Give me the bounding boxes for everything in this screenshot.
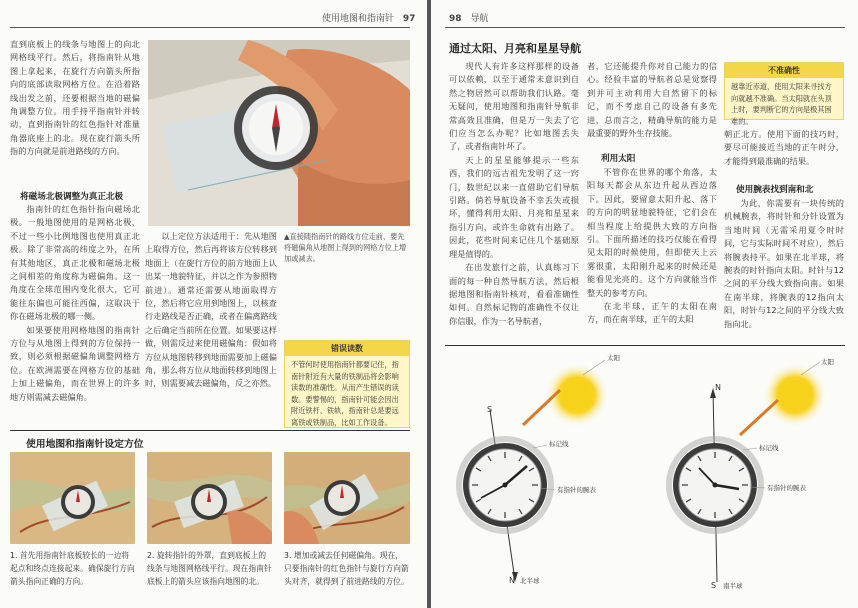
celestial-navigation-title: 通过太阳、月亮和星星导航 [449,42,581,55]
section-rule-top [10,430,410,431]
step-1-caption: 1. 首先用指南针底板较长的一边将起点和终点连接起来。确保旋行方向箭头指向正确的方向。 [10,551,135,586]
subhead-watch: 使用腕表找到南和北 [736,185,814,195]
sun-label-left: 太阳 [607,354,620,362]
compass-hand-photo [148,40,410,226]
left-intro-text: 直到底板上的线条与地图上的向北网格线平行。然后，将指南针从地图上拿起来，在旋行方向箭头所指向的底部读取网格方位。在沿着路线出发之前，还要根据当地的磁偏角调整方位。用手持平指南针并转动，直到指南针的红色指针对准量角器底座上的北。现在旋行箭头所指的方向就是前进路线的方向。 [10,39,140,157]
error-box-body: 不管何时使用指南针都要记住，指南针附近有大量的铁制品将会影响读数的准确性。从而产生错误的读数。要警惕的，指南针可能会因出附近铁杆、铁轨，指南针总是要远离铁或铁制品，比如工作设备。 [291,360,399,427]
north-marker-left: N [509,576,515,585]
sun-label-right: 太阳 [821,358,834,366]
left-header-rule [10,27,410,28]
step-2-caption: 2. 旋转指针的外罩，直到底板上的线条与地图网格线平行。现在指南针底板上的箭头应该指向地图的北。 [147,551,272,586]
inaccuracy-box-title: 不准确性 [725,63,843,78]
bisector-label-right: 标记线 [759,444,779,452]
step-3-photo [284,452,410,544]
right-col3-text-b: 为此，你需要有一块传统的机械腕表，将时针和分针设置为当地时间（无需采用夏令时时间，它与实际时间不对应），然后将腕表持平。如果在北半球，将腕表的时针指向太阳。时针与12之间的平分线大致指向南。如果在南半球，将腕表的12指向太阳，时针与12之间的平分线大致指向北。 [724,198,844,329]
error-reading-box [284,340,410,428]
photo-caption: ▲直接随指南针的路线方位走前，要先将磁偏角从地图上得到的网格方位上增加或减去。 [284,232,407,263]
bisector-label-left: 标记线 [549,440,569,448]
northern-hemisphere-label: 北半球 [520,577,540,585]
south-marker-right: S [711,581,717,590]
watch-label-left: 有指针的腕表 [557,486,596,494]
subhead-using-sun: 利用太阳 [601,154,636,164]
right-col3-text: 朝正北方。使用下面的技巧时，要尽可能接近当地的正午时分，才能得到最准确的结果。 [724,129,844,166]
south-marker-left: S [487,405,493,414]
southern-hemisphere-diagram [655,350,855,605]
error-box-title: 错误读数 [285,341,409,356]
right-header [449,11,488,24]
step-1-photo [10,452,135,544]
step-2-photo [147,452,272,544]
left-col2-text: 以上定位方法适用于：先从地图上取得方位，然后再将该方位转移到地面上（在旋行方位的前方地面上认出某一地貌特征，并以之作为参照物前进）。通常还需要从地面取得方位，然后将它应用到地图上，以核查行走路线是否正确，或者在偏离路线之后确定当前所在位置。如果要这样做，则需反过来使用磁偏角：假如将方位从地图转移到地面需要加上磁偏角，那么将方位从地面转移到地图上时，则需要减去磁偏角，反之亦然。 [145,231,277,389]
right-header-rule [445,27,845,28]
southern-hemisphere-label: 南半球 [723,582,743,590]
right-header-title: 导航 [470,14,489,24]
right-page-number: 98 [449,14,462,24]
left-col1-text: 指南针的红色指针指向磁场北极。一般地图使用的是网格北极，不过一些小比例地图也使用真正北极。除了非常高的纬度之外，在所有其他地区，真正北极和磁场北极之间相差的角度称为磁偏角。这一角度在全球范围内变化很大，它可能往东偏也可能往西偏，这取决于你在磁场北极的哪一侧。 如果要使用网格地图的指南针方位与从地图上得到的方位保持一致，则必须根据磁偏角调整网格方位。在欧洲需要在网格方位的基础上加上磁偏角，而在世界上的许多地方则需减去磁偏角。 [10,204,140,402]
northern-hemisphere-diagram [445,350,645,605]
right-col2-text: 者，它还能提升你对自己能力的信心。经验丰富的导航者总是觉察得到并可主动利用大自然留下的标记，而不考虑自己的设备有多先进，总而言之，精确导航的能力是最重要的野外生存技能。 [587,61,717,139]
map-compass-section-title: 使用地图和指南针设定方位 [26,439,144,450]
inaccuracy-box [724,62,844,126]
inaccuracy-box-body: 越靠近赤道，使用太阳来寻找方向就越不准确。当太阳就在头顶上时，要判断它的方向是极其困难的。 [731,82,832,126]
left-header [322,11,415,24]
right-col1-text: 现代人有许多这样那样的设备可以依赖，以至于通常未意识到自然之物居然可以帮助我们认路。毫无疑问，使用地图和指南针导航非常高效且准确，但是万一失去了它们应当怎么办呢？比如地图丢失了，或者指南针坏了。 天上的星星能够提示一些东西，我们的远古祖先发明了这一窍门，数世纪以来一直借助它们导航引路。倘若导航设备不幸丢失或损坏，懂得利用太阳、月亮和星星来指引方向，或许生命就有出路了。因此，花些时间来记住几个基础原理是值得的。 在出发旅行之前，认真练习下面的每一种自然导航方法，然后根据地图和指南针核对，看看准确性如何。自然标记物的准确性不仅让你信服，作为一名导航者， [449,61,579,326]
left-header-title: 使用地图和指南针 [322,14,395,24]
right-page [431,0,858,608]
step-3-caption: 3. 增加或减去任何磁偏角。现在，只要指南针的红色指针与旋行方向箭头对齐，就得到了前进路线的方位。 [284,551,409,586]
diagram-rule [445,345,845,346]
left-page-number: 97 [402,14,416,24]
watch-label-right: 有指针的腕表 [767,484,806,492]
subhead-magnetic-north: 将磁场北极调整为真正北极 [20,192,124,202]
left-page [0,0,427,608]
right-col2-text-b: 不管你在世界的哪个角落，太阳每天都会从东边升起从西边落下。因此，要留意太阳升起、落下的方向的明显地貌特征，它们会在相当程度上给提供大致的方向指引。下面所描述的技巧仅能在看得见太阳的时候使用，但即使天上云雾很重，太阳刚升起来的时候还是能看见光亮的。这个方向就能当作整天的参考方向。 在北半球，正午的太阳在南方，而在南半球，正午的太阳 [587,167,717,325]
north-marker-right: N [715,383,721,392]
